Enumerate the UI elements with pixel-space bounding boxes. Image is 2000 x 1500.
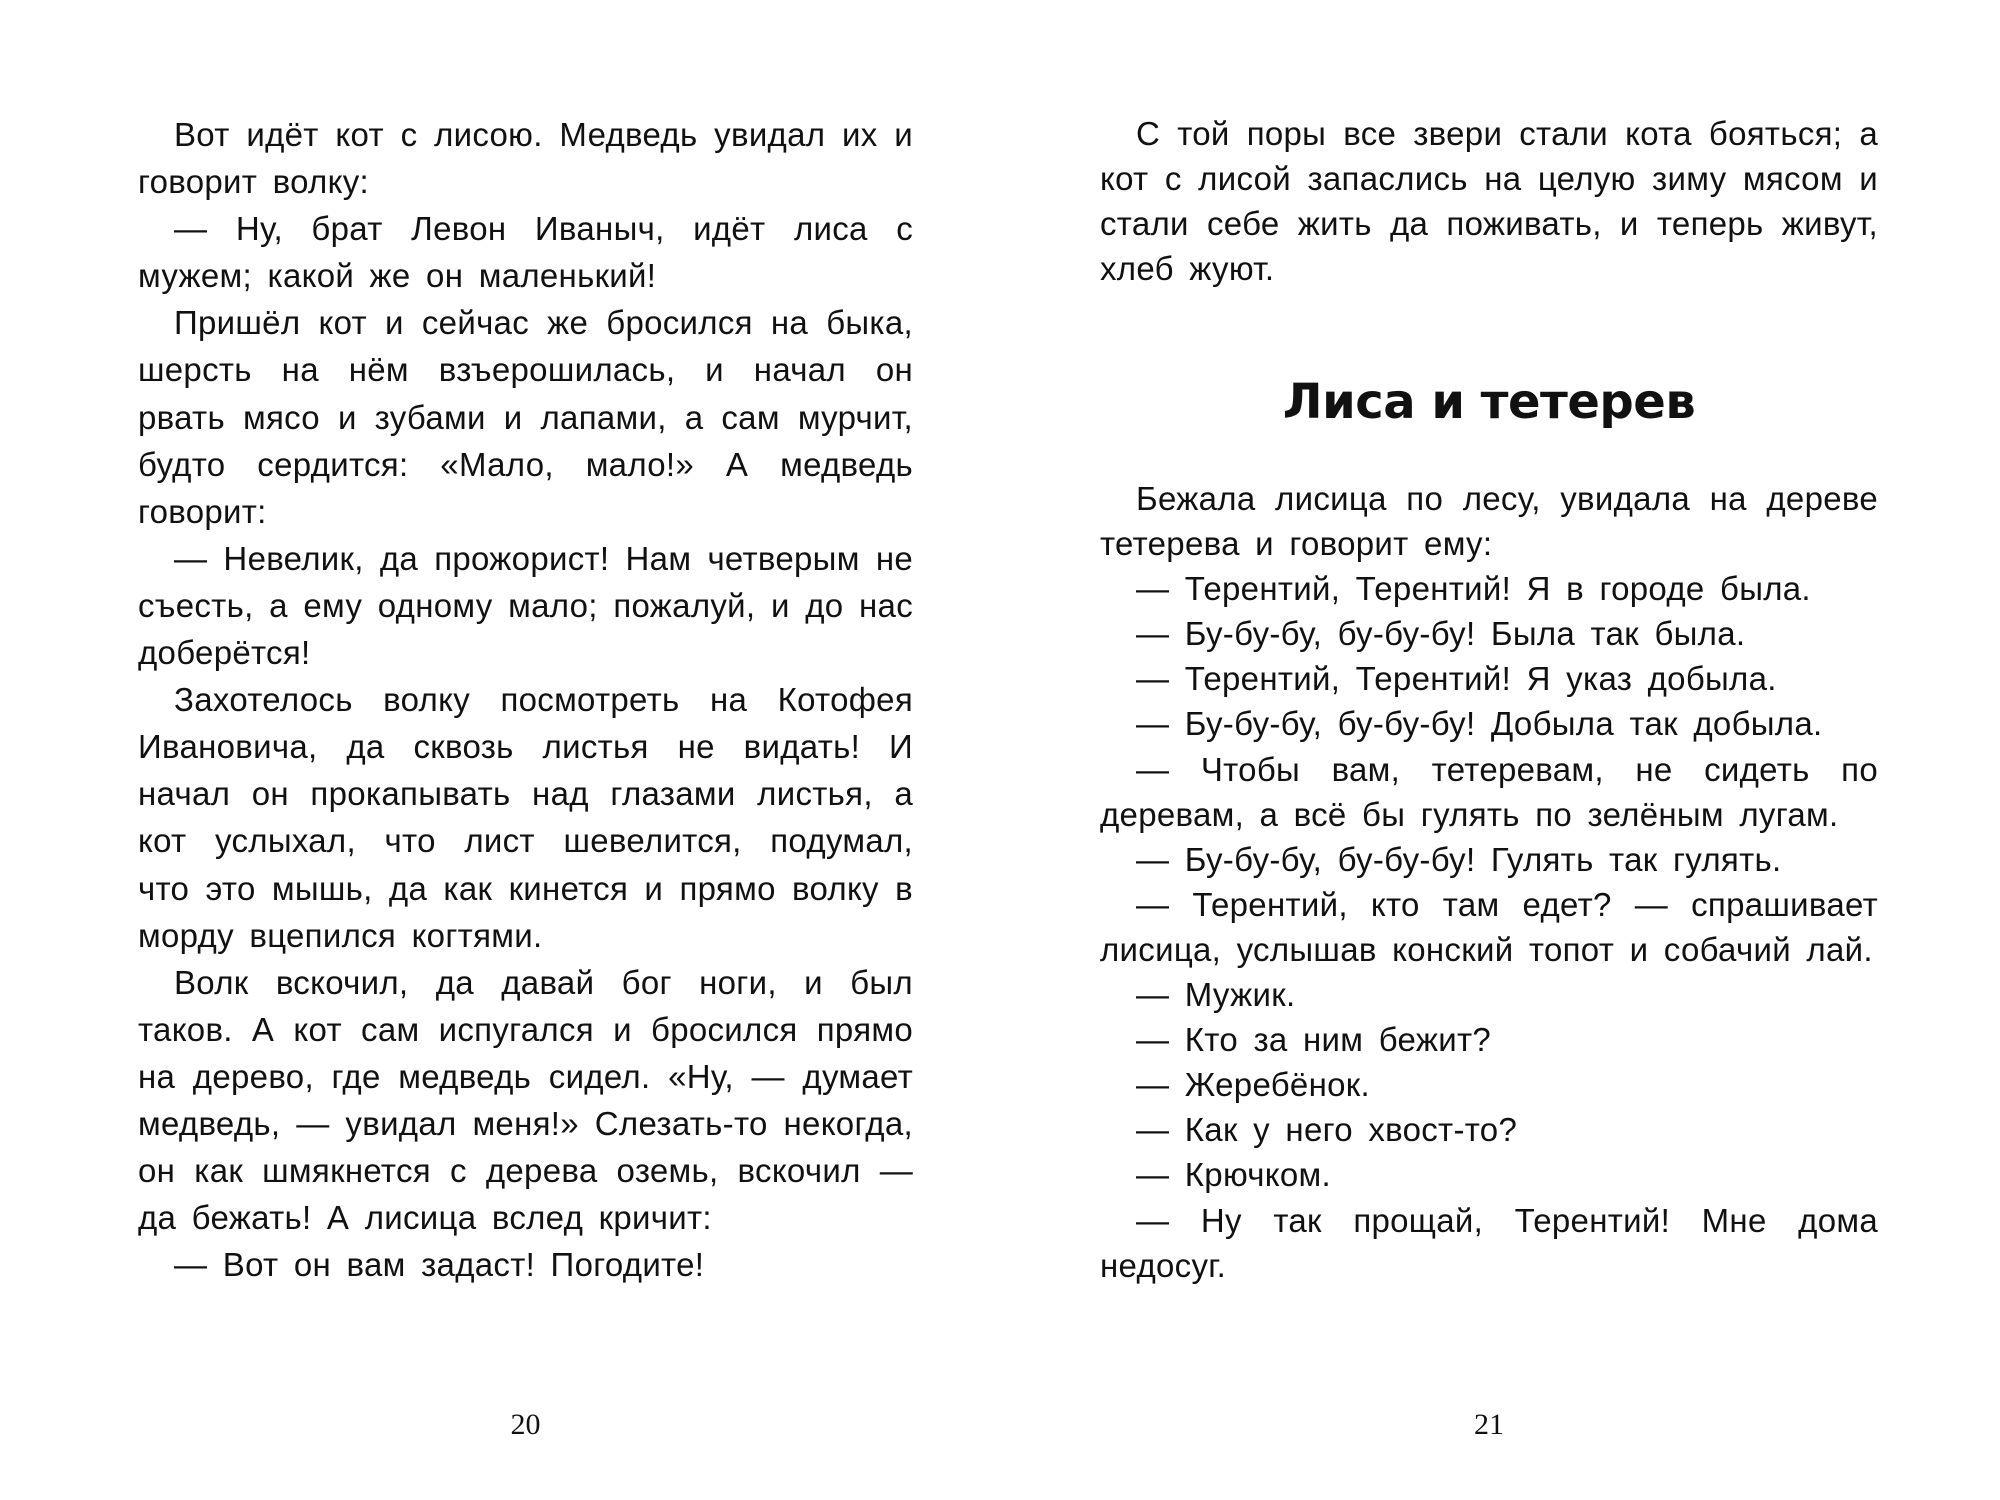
paragraph: — Вот он вам задаст! Погодите!: [174, 1246, 705, 1284]
dialogue-line: — Бу-бу-бу, бу-бу-бу! Была так была.: [1136, 615, 1746, 653]
dialogue-line: — Бу-бу-бу, бу-бу-бу! Гулять так гулять.: [1136, 840, 1782, 878]
dialogue-line: — Чтобы вам, тетеревам, не сидеть по деревам, а всё бы гулять по зелёным лугам.: [1100, 750, 1878, 833]
paragraph: — Ну, брат Левон Иваныч, идёт лиса с мужем; какой же он маленький!: [138, 210, 913, 295]
page-number: 20: [510, 1408, 541, 1441]
right-page: [1100, 0, 1878, 1500]
left-page-text: [138, 111, 913, 1288]
right-page-intro-text: [1100, 111, 1878, 291]
paragraph: Вот идёт кот с лисою. Медведь увидал их и говорит волку:: [138, 116, 913, 201]
paragraph: — Невелик, да прожорист! Нам четверым не съесть, а ему одному мало; пожалуй, и до нас доберётся!: [138, 539, 913, 672]
left-page: [138, 0, 913, 1500]
dialogue-line: — Ну так прощай, Терентий! Мне дома недосуг.: [1100, 1201, 1878, 1284]
paragraph: С той поры все звери стали кота бояться; а кот с лисой запаслись на целую зиму мясом и стали себе жить да поживать, и теперь живут, хлеб жуют.: [1100, 115, 1878, 288]
paragraph: Бежала лисица по лесу, увидала на дереве тетерева и говорит ему:: [1100, 480, 1878, 563]
right-page-text: [1100, 476, 1878, 1288]
dialogue-line: — Как у него хвост-то?: [1136, 1111, 1518, 1149]
dialogue-line: — Терентий, Терентий! Я указ добыла.: [1136, 660, 1777, 698]
page-number: 21: [1474, 1408, 1504, 1441]
dialogue-line: — Жеребёнок.: [1136, 1066, 1370, 1104]
dialogue-line: — Мужик.: [1136, 976, 1296, 1014]
paragraph: Пришёл кот и сейчас же бросился на быка, шерсть на нём взъерошилась, и начал он рвать мясо и зубами и лапами, а сам мурчит, будто сердится: «Мало, мало!» А медведь говорит:: [138, 304, 913, 530]
dialogue-line: — Бу-бу-бу, бу-бу-бу! Добыла так добыла.: [1136, 705, 1823, 743]
paragraph: Захотелось волку посмотреть на Котофея Ивановича, да сквозь листья не видать! И начал он прокапывать над глазами листья, а кот услыхал, что лист шевелится, подумал, что это мышь, да как кинется и прямо волку в морду вцепился когтями.: [138, 681, 913, 954]
paragraph: Волк вскочил, да давай бог ноги, и был таков. А кот сам испугался и бросился прямо на дерево, где медведь сидел. «Ну, — думает медведь, — увидал меня!» Слезать-то некогда, он как шмякнется с дерева оземь, вскочил — да бежать! А лисица вслед кричит:: [138, 963, 913, 1237]
dialogue-line: — Кто за ним бежит?: [1136, 1021, 1492, 1059]
dialogue-line: — Крючком.: [1136, 1156, 1331, 1194]
dialogue-line: — Терентий, кто там едет? — спрашивает лисица, услышав конский топот и собачий лай.: [1100, 885, 1878, 968]
dialogue-line: — Терентий, Терентий! Я в городе была.: [1136, 570, 1811, 608]
chapter-title: Лиса и тетерев: [1282, 374, 1696, 430]
